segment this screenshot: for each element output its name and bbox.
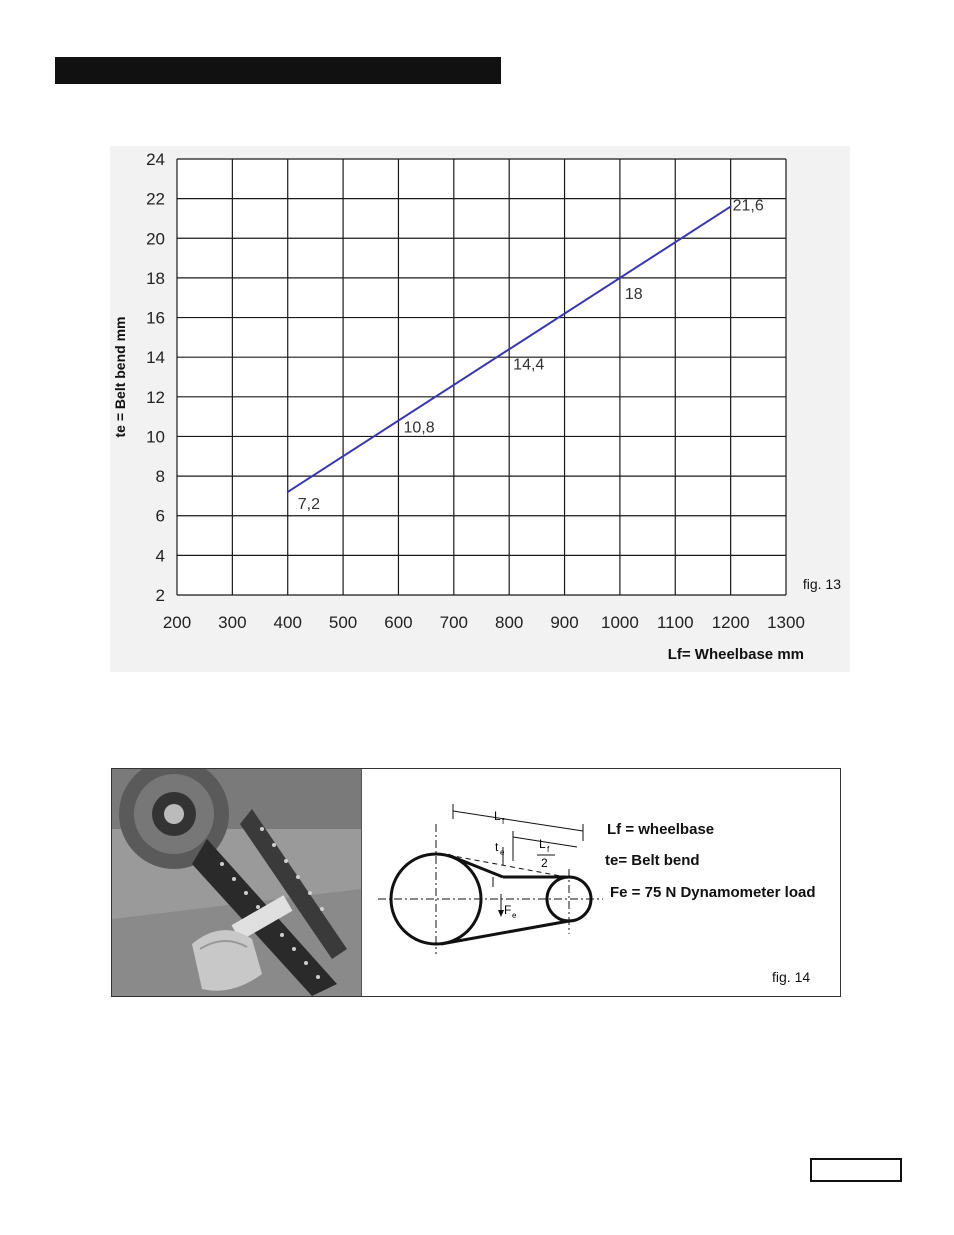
plot-area [177,159,786,595]
series-point [730,206,732,208]
data-label: 10,8 [403,419,435,437]
y-tick-label: 12 [146,387,165,407]
x-tick-label: 1200 [711,613,750,632]
diagram-te-sub: e [500,848,505,857]
diagram-half-num-sub: f [547,845,550,854]
y-axis-label: te = Belt bend mm [112,316,128,438]
page-number-box [810,1158,902,1182]
x-tick-label: 500 [328,613,358,632]
diagram-fe-label: F [504,903,512,917]
x-tick-label: 200 [162,613,192,632]
legend-belt-bend: te= Belt bend [605,852,700,869]
y-tick-label: 16 [146,308,165,328]
series-point [287,491,289,493]
belt-bend-chart [110,146,850,672]
data-label: 14,4 [513,356,545,374]
x-tick-label: 1300 [767,613,805,632]
x-tick-label: 400 [273,613,302,632]
data-label: 7,2 [297,495,320,513]
y-tick-label: 24 [146,150,165,169]
diagram-half-num: L [539,837,546,851]
legend-dynamometer-load: Fe = 75 N Dynamometer load [610,884,816,901]
figure-14 [111,768,841,997]
fig14-label: fig. 14 [772,969,811,985]
legend-wheelbase: Lf = wheelbase [607,821,715,838]
y-tick-label: 10 [146,427,165,447]
y-tick-label: 6 [155,506,165,526]
x-tick-label: 800 [494,613,524,632]
data-label: 18 [624,285,643,303]
chart-svg [110,146,850,672]
data-label: 21,6 [732,197,764,215]
fig13-label: fig. 13 [802,576,841,592]
belt-diagram [363,769,613,996]
y-tick-label: 22 [146,189,165,209]
y-tick-label: 8 [155,467,165,487]
diagram-half-den: 2 [541,856,548,870]
y-tick-label: 14 [146,348,165,368]
x-tick-label: 900 [550,613,579,632]
x-tick-label: 1100 [656,613,694,632]
x-tick-label: 1000 [600,613,639,632]
section-header-bar [55,57,501,84]
x-tick-label: 600 [384,613,413,632]
diagram-lf-label: L [494,809,501,823]
belt-tension-photo [112,769,361,996]
x-tick-label: 700 [439,613,469,632]
y-tick-label: 18 [146,268,165,288]
x-tick-label: 300 [218,613,247,632]
diagram-lf-sub: f [502,817,505,826]
diagram-fe-sub: e [512,911,517,920]
figure-divider [361,769,362,996]
y-tick-label: 4 [155,546,165,566]
y-tick-label: 20 [146,229,165,249]
diagram-te-label: t [495,840,499,854]
y-tick-label: 2 [155,586,165,605]
x-axis-label: Lf= Wheelbase mm [667,646,804,663]
